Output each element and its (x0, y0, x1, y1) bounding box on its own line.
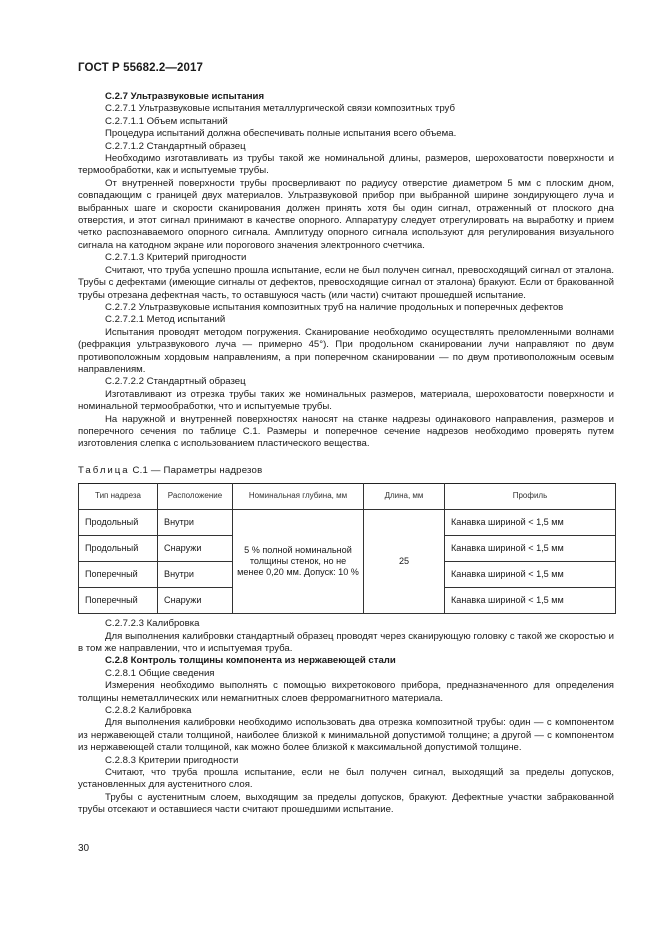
paragraph: Трубы с аустенитным слоем, выходящим за пределы допусков, бракуют. Дефектные участки забракованной трубы отсекают и оставшиеся части считают прошедшими испытание. (78, 791, 614, 816)
section-heading: Процедура испытаний должна обеспечивать полные испытания всего объема. (105, 128, 457, 140)
cell-location: Внутри (158, 562, 233, 588)
section-heading: С.2.7.1.3 Критерий пригодности (105, 252, 247, 264)
section-heading: С.2.7.2.3 Калибровка (105, 618, 200, 630)
cell-notch-type: Поперечный (79, 562, 158, 588)
cell-profile: Канавка шириной < 1,5 мм (445, 562, 616, 588)
text-block-lower (78, 618, 614, 817)
page-number: 30 (78, 843, 90, 854)
cell-location: Снаружи (158, 588, 233, 614)
notch-parameters-table (78, 483, 616, 614)
section-heading: С.2.8.1 Общие сведения (105, 667, 215, 679)
paragraph: Испытания проводят методом погружения. Сканирование необходимо осуществлять преломленными волнами (рефракция ультразвукового луча — примерно 45°). При продольном сканировании лучи направляют по двум противоположным хордовым направлениям, а при поперечном сканировании — по двум противоположным осевым направлениям. (78, 326, 614, 375)
col-header-depth: Номинальная глубина, мм (233, 484, 364, 510)
paragraph: Изготавливают из отрезка трубы таких же номинальных размеров, материала, шероховатости поверхности и номинальной термообработки, что и испытуемые трубы. (78, 388, 614, 413)
section-heading: С.2.7.2 Ультразвуковые испытания композитных труб на наличие продольных и поперечных дефектов (105, 301, 564, 313)
paragraph: Считают, что труба прошла испытание, если не был получен сигнал, выходящий за пределы допусков, установленных для аустенитного слоя. (78, 767, 614, 791)
col-header-length: Длина, мм (364, 484, 445, 510)
table-caption-prefix: Таблица (78, 464, 130, 476)
paragraph: Для выполнения калибровки необходимо использовать два отрезка композитной трубы: один — с компонентом из нержавеющей стали толщиной, наиболее близкой к минимальной допустимой толщине; а другой — с компонентом из нержавеющей стали толщиной, как можно более близкой к максимальной допустимой толщине. (78, 717, 614, 754)
col-header-type: Тип надреза (79, 484, 158, 510)
section-heading: С.2.7.1.2 Стандартный образец (105, 140, 246, 152)
text-block-upper (78, 91, 614, 451)
section-heading: С.2.8.3 Критерии пригодности (105, 754, 239, 766)
table-caption-title: С.1 — Параметры надрезов (129, 464, 263, 476)
section-heading: С.2.7 Ультразвуковые испытания (105, 91, 265, 102)
section-heading: С.2.7.1.1 Объем испытаний (105, 115, 228, 127)
cell-profile: Канавка шириной < 1,5 мм (445, 510, 616, 536)
cell-notch-type: Продольный (79, 536, 158, 562)
col-header-location: Расположение (158, 484, 233, 510)
paragraph: Для выполнения калибровки стандартный образец проводят через сканирующую головку с такой же скоростью и в том же направлении, что и испытуемая труба. (78, 630, 614, 654)
table-header-row (79, 484, 616, 510)
document-header: ГОСТ Р 55682.2—2017 (78, 62, 203, 74)
cell-location: Снаружи (158, 536, 233, 562)
section-heading: С.2.7.2.2 Стандартный образец (105, 376, 246, 388)
paragraph: От внутренней поверхности трубы просверливают по радиусу отверстие диаметром 5 мм с плоским дном, совпадающим с границей двух материалов. Ультразвуковой прибор при выбранной ширине зондирующего луча и выбранных шаге и скорости сканирования должен принять хотя бы один сигнал, отраженный от плоского дна отверстия, и этот сигнал принимают в качестве опорного. Аппаратуру следует отрегулировать на выработку и прием четко распознаваемого опорного сигнала. Амплитуду опорного сигнала используют для регулирования визуального сигнала на катодном экране или порогового значения электронного счетчика. (78, 177, 614, 251)
cell-profile: Канавка шириной < 1,5 мм (445, 588, 616, 614)
section-heading: С.2.8 Контроль толщины компонента из нержавеющей стали (105, 655, 396, 667)
paragraph: Измерения необходимо выполнять с помощью вихретокового прибора, предназначенного для определения толщины неметаллических или немагнитных слоев ферромагнитного материала. (78, 680, 614, 704)
section-heading: С.2.7.1 Ультразвуковые испытания металлургической связи композитных труб (105, 103, 455, 115)
paragraph: Считают, что труба успешно прошла испытание, если не был получен сигнал, превосходящий сигнал от эталона. Трубы с дефектами (имеющие сигналы от дефектов, превосходящие сигнал от эталона) бракуют. Если от бракованной трубы отрезана дефектная часть, то оставшуюся часть (или части) считают прошедшей испытание. (78, 264, 614, 301)
page-content (78, 91, 614, 817)
cell-notch-type: Продольный (79, 510, 158, 536)
cell-nominal-depth: 5 % полной номинальной толщины стенок, но не менее 0,20 мм. Допуск: 10 % (233, 510, 364, 614)
table-row (79, 510, 616, 536)
col-header-profile: Профиль (445, 484, 616, 510)
cell-length: 25 (364, 510, 445, 614)
section-heading: С.2.8.2 Калибровка (105, 705, 192, 717)
paragraph: На наружной и внутренней поверхностях наносят на станке надрезы одинакового направления, размеров и поперечного сечения по таблице С.1. Размеры и поперечное сечение надрезов необходимо проверять путем изготовления слепка с использованием пластического вещества. (78, 413, 614, 450)
cell-location: Внутри (158, 510, 233, 536)
cell-notch-type: Поперечный (79, 588, 158, 614)
section-heading: С.2.7.2.1 Метод испытаний (105, 314, 226, 326)
paragraph: Необходимо изготавливать из трубы такой же номинальной длины, размеров, шероховатости поверхности и термообработки, как и испытуемые трубы. (78, 153, 614, 177)
table-caption (78, 465, 614, 477)
cell-profile: Канавка шириной < 1,5 мм (445, 536, 616, 562)
